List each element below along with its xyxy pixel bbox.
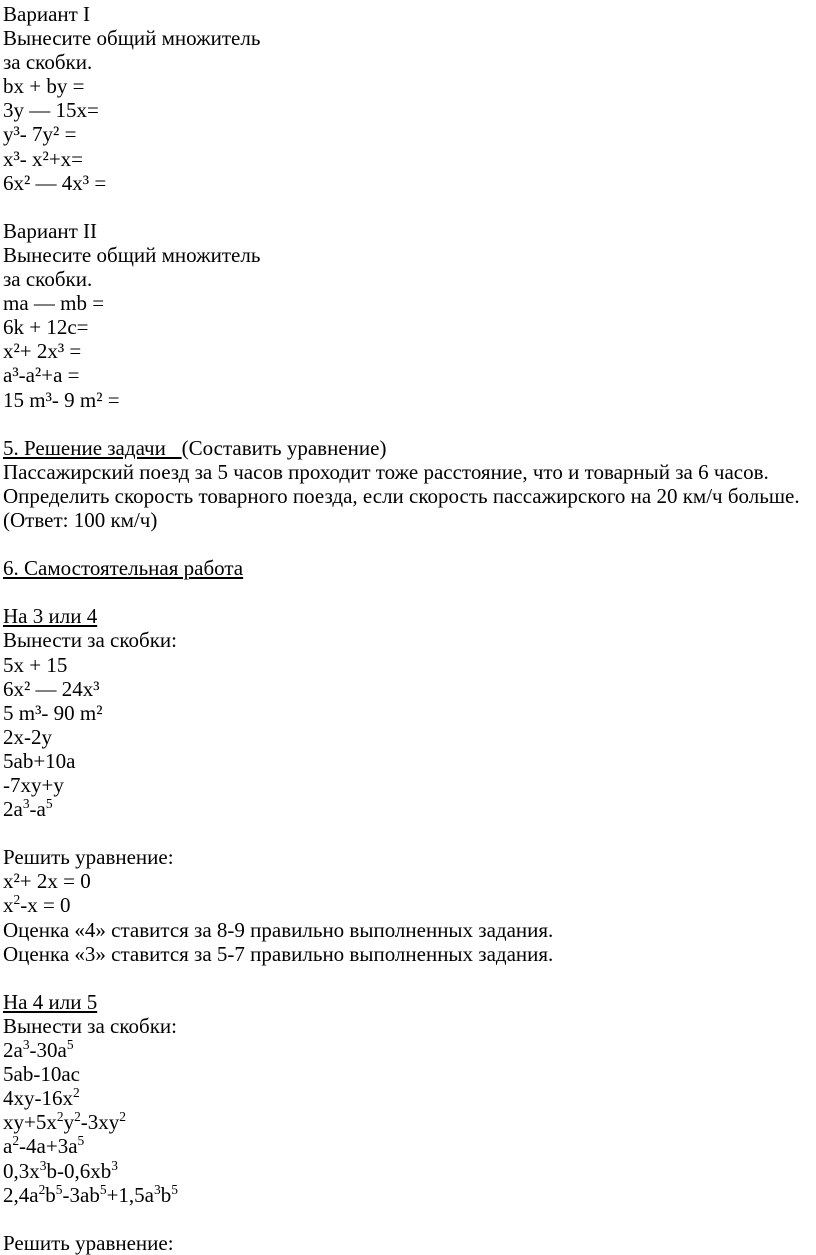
variant2-exercise: x²+ 2x³ = — [3, 339, 82, 364]
variant1-title: Вариант I — [3, 2, 91, 26]
grading-rule: Оценка «3» ставится за 5-7 правильно выполненных задания. — [3, 941, 554, 966]
variant2-exercise: 6k + 12c= — [3, 315, 89, 340]
blank-line — [3, 966, 808, 990]
variant2-exercise: a³-a²+a = — [3, 363, 80, 388]
task5-problem-text: Пассажирский поезд за 5 часов проходит тоже расстояние, что и товарный за 6 часов. — [3, 459, 769, 484]
variant1-exercise: 6x² — 4x³ = — [3, 170, 107, 195]
level45-intro: Вынести за скобки: — [3, 1013, 177, 1038]
variant1-instruction-line2: за скобки. — [3, 50, 93, 75]
blank-line — [3, 412, 808, 436]
level45-exercise: 5ab-10ac — [3, 1062, 80, 1087]
level45-heading: На 4 или 5 — [3, 989, 98, 1014]
task5-problem-text: Определить скорость товарного поезда, если скорость пассажирского на 20 км/ч больше. — [3, 483, 800, 508]
variant1-exercise: y³- 7y² = — [3, 122, 77, 147]
variant2-instruction-line1: Вынесите общий множитель — [3, 242, 261, 267]
level45-solve-label: Решить уравнение: — [3, 1230, 174, 1255]
variant1-instruction-line1: Вынесите общий множитель — [3, 26, 261, 51]
level34-exercise: 5ab+10a — [3, 748, 76, 773]
level45-exercise: $2,4a^2b^5-3ab^5+1,5a^3b^5$ — [3, 1181, 178, 1207]
task6-heading: 6. Самостоятельная работа — [3, 556, 244, 581]
variant2-exercise: 15 m³- 9 m² = — [3, 387, 120, 412]
variant2-title: Вариант II — [3, 218, 98, 243]
task5-heading — [3, 436, 808, 460]
blank-line — [3, 580, 808, 604]
level45-exercise: $2a^3-30a^5$ — [3, 1037, 74, 1063]
blank-line — [3, 821, 808, 845]
level45-exercise: $0,3x^3b-0,6xb^3$ — [3, 1157, 118, 1183]
level34-exercise: -7xy+y — [3, 773, 64, 797]
blank-line — [3, 1207, 808, 1231]
level34-heading: На 3 или 4 — [3, 604, 98, 629]
variant2-instruction-line2: за скобки. — [3, 267, 93, 292]
task5-heading-note: (Составить уравнение) — [181, 435, 387, 460]
level34-exercise: 5 m³- 90 m² — [3, 700, 103, 725]
task5-answer: (Ответ: 100 км/ч) — [3, 507, 158, 532]
task5-heading-underlined: 5. Решение задачи — [3, 435, 182, 460]
level34-equation: $x^2-x = 0$ — [3, 892, 71, 918]
blank-line — [3, 195, 808, 219]
variant1-exercise: 3y — 15x= — [3, 98, 99, 123]
variant2-exercise: ma — mb = — [3, 291, 105, 316]
variant1-exercise: bx + by = — [3, 74, 85, 99]
level34-exercise: 6x² — 24x³ — [3, 676, 100, 701]
level34-exercise: 5x + 15 — [3, 652, 68, 677]
level34-exercise: $2a^3-a^5$ — [3, 796, 53, 822]
level45-exercise: $4xy-16x^2$ — [3, 1085, 80, 1111]
level45-exercise: $xy+5x^2y^2-3xy^2$ — [3, 1109, 126, 1135]
level34-equation: x²+ 2x = 0 — [3, 869, 91, 894]
blank-line — [3, 532, 808, 556]
grading-rule: Оценка «4» ставится за 8-9 правильно выполненных задания. — [3, 917, 554, 942]
level34-intro: Вынести за скобки: — [3, 628, 177, 653]
variant1-exercise: x³- x²+x= — [3, 146, 84, 171]
level45-exercise: $a^2-4a+3a^5$ — [3, 1133, 85, 1159]
level34-solve-label: Решить уравнение: — [3, 845, 174, 870]
level34-exercise: 2x-2y — [3, 724, 52, 749]
